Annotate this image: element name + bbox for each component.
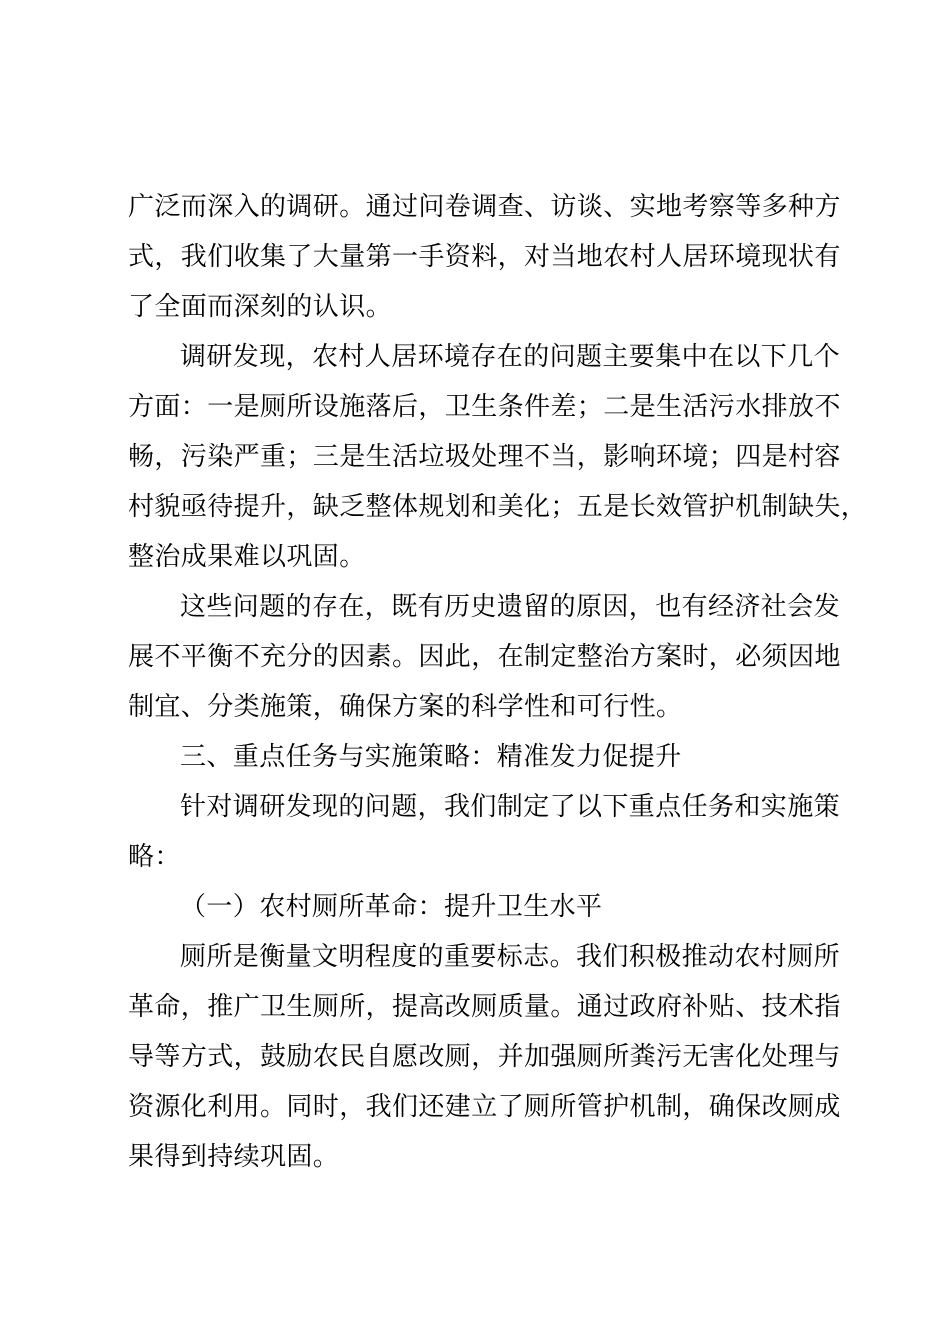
text-line: 广泛而深入的调研。通过问卷调查、访谈、实地考察等多种方 xyxy=(128,192,841,222)
text-line: 式，我们收集了大量第一手资料，对当地农村人居环境现状有 xyxy=(128,242,841,272)
paragraph-research-findings xyxy=(128,332,868,582)
text-line: 畅，污染严重；三是生活垃圾处理不当，影响环境；四是村容 xyxy=(128,442,841,472)
text-line: 果得到持续巩固。 xyxy=(128,1142,340,1172)
text-line: 资源化利用。同时，我们还建立了厕所管护机制，确保改厕成 xyxy=(128,1092,841,1122)
text-line: 针对调研发现的问题，我们制定了以下重点任务和实施策 xyxy=(180,792,841,822)
text-line: 制宜、分类施策，确保方案的科学性和可行性。 xyxy=(128,692,683,722)
text-line: 略： xyxy=(128,842,181,872)
text-line: 方面：一是厕所设施落后，卫生条件差；二是生活污水排放不 xyxy=(128,392,841,422)
text-line: 展不平衡不充分的因素。因此，在制定整治方案时，必须因地 xyxy=(128,642,841,672)
text-line: （一）农村厕所革命：提升卫生水平 xyxy=(180,892,603,922)
text-line: 革命，推广卫生厕所，提高改厕质量。通过政府补贴、技术指 xyxy=(128,992,841,1022)
text-line: 调研发现，农村人居环境存在的问题主要集中在以下几个 xyxy=(180,342,841,372)
text-line: 厕所是衡量文明程度的重要标志。我们积极推动农村厕所 xyxy=(180,942,841,972)
paragraph-problem-causes xyxy=(128,582,840,732)
paragraph-research-methods xyxy=(128,182,840,332)
text-line: 了全面而深刻的认识。 xyxy=(128,292,393,322)
text-line: 导等方式，鼓励农民自愿改厕，并加强厕所粪污无害化处理与 xyxy=(128,1042,841,1072)
paragraph-toilet-revolution xyxy=(128,932,840,1182)
paragraph-task-intro xyxy=(128,782,840,882)
text-line: 这些问题的存在，既有历史遗留的原因，也有经济社会发 xyxy=(180,592,841,622)
text-line: 村貌亟待提升，缺乏整体规划和美化；五是长效管护机制缺失， xyxy=(128,492,868,522)
subsection-heading-toilet-revolution xyxy=(128,882,840,932)
text-line: 整治成果难以巩固。 xyxy=(128,542,366,572)
text-line: 三、重点任务与实施策略：精准发力促提升 xyxy=(180,742,682,772)
document-body xyxy=(128,182,868,1182)
section-heading-key-tasks xyxy=(128,732,840,782)
